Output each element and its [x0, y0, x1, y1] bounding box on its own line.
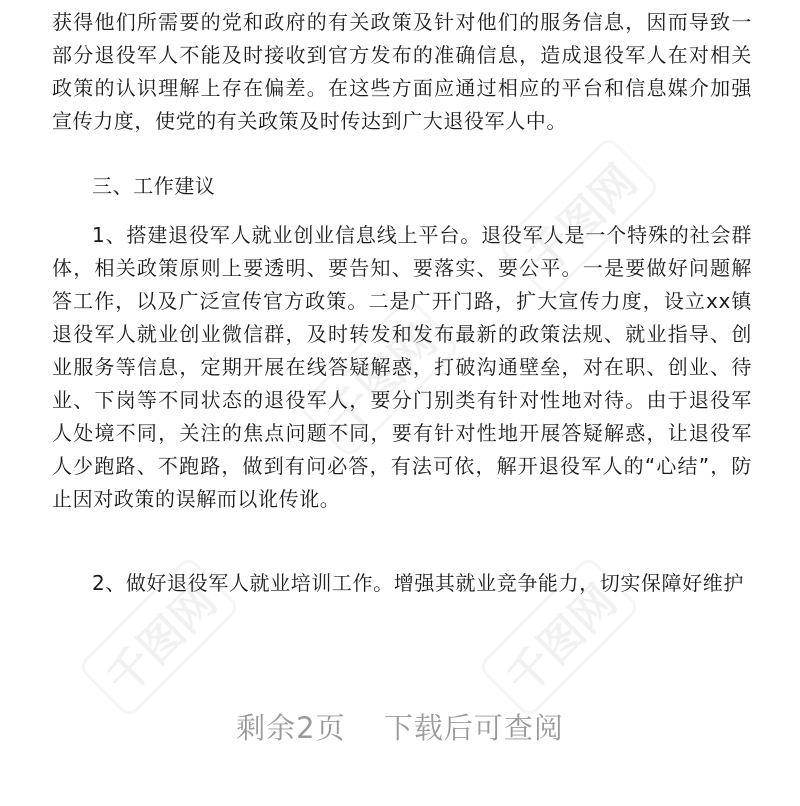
paragraph-continued: 获得他们所需要的党和政府的有关政策及针对他们的服务信息，因而导致一部分退役军人不能及时接收到官方发布的准确信息，造成退役军人在对相关政策的认识理解上存在偏差。在这些方面应通过相应的平台和信息媒介加强宣传力度，使党的有关政策及时传达到广大退役军人中。	[52, 10, 752, 133]
section-heading: 三、工作建议	[92, 174, 216, 198]
download-banner[interactable]	[0, 706, 800, 747]
download-prompt-label[interactable]: 下载后可查阅	[383, 711, 564, 745]
watermark: 千图网	[297, 295, 461, 459]
suggestion-2-paragraph: 2、做好退役军人就业培训工作。增强其就业竞争能力，切实保障好维护	[92, 571, 744, 595]
suggestion-1-paragraph: 1、搭建退役军人就业创业信息线上平台。退役军人是一个特殊的社会群体，相关政策原则上要透明、要告知、要落实、要公平。一是要做好问题解答工作，以及广泛宣传官方政策。二是广开门路，扩大宣传力度，设立xx镇退役军人就业创业微信群，及时转发和发布最新的政策法规、就业指导、创业服务等信息，定期开展在线答疑解惑，打破沟通壁垒，对在职、创业、待业、下岗等不同状态的退役军人，要分门别类有针对性地对待。由于退役军人处境不同，关注的焦点问题不同，要有针对性地开展答疑解惑，让退役军人少跑路、不跑路，做到有问必答，有法可依，解开退役军人的“心结”，防止因对政策的误解而以讹传讹。	[52, 223, 752, 511]
watermark: 千图网	[477, 555, 641, 719]
watermark: 千图网	[77, 555, 241, 719]
remaining-pages-label: 剩余2页	[236, 711, 346, 745]
watermark: 千图网	[497, 135, 661, 299]
